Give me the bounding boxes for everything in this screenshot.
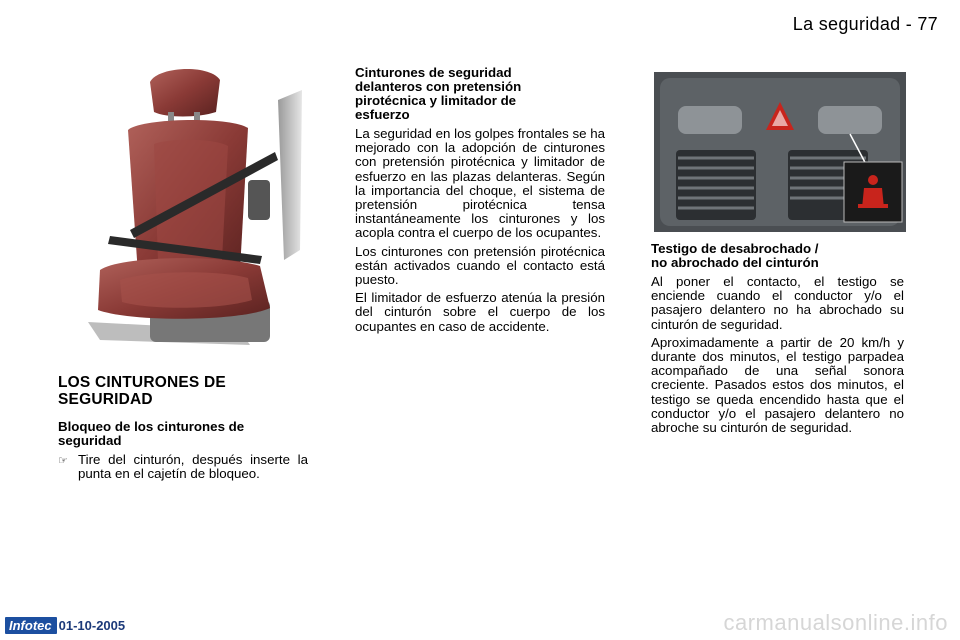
paragraph: Aproximadamente a partir de 20 km/h y durante dos minutos, el testigo parpadea acompañado de una señal sonora creciente. Pasados estos dos minutos, el testigo se queda encendido hasta que el conductor y/o el pasajero delantero no abroche su cinturón de seguridad. [651, 334, 904, 436]
section-title-line: LOS CINTURONES DE [58, 374, 226, 391]
heading-line: delanteros con pretensión [355, 79, 522, 94]
subheading-line: seguridad [58, 433, 122, 448]
dashboard-warning-light-photo [654, 72, 906, 232]
paragraph: La seguridad en los golpes frontales se ha mejorado con la adopción de cinturones con pretensión pirotécnica y limitador de esfuerzo en las plazas delanteras. Según la importancia del choque, el sistema de pretensión pirotécnica tensa instantáneamente los cinturones y los acopla contra el cuerpo de los ocupantes. [355, 126, 605, 241]
subheading-line: Bloqueo de los cinturones de [58, 419, 245, 434]
footer-date: 01-10-2005 [58, 618, 126, 633]
car-seat-illustration [70, 60, 310, 360]
right-heading [651, 242, 904, 270]
footer [5, 617, 125, 635]
watermark: carmanualsonline.info [723, 610, 948, 635]
heading-line: Cinturones de seguridad [355, 65, 512, 80]
right-column [651, 242, 904, 439]
middle-column [355, 66, 605, 338]
section-title-line: SEGURIDAD [58, 391, 153, 408]
infotec-badge: Infotec [5, 617, 57, 634]
bullet-item [58, 453, 308, 481]
bullet-text: Tire del cinturón, después inserte la punta en el cajetín de bloqueo. [78, 452, 308, 482]
paragraph: Los cinturones con pretensión pirotécnica están activados cuando el contacto está puesto. [355, 243, 605, 288]
left-column [58, 420, 308, 481]
section-title [58, 374, 226, 408]
middle-heading [355, 66, 605, 122]
heading-line: esfuerzo [355, 107, 410, 122]
heading-line: Testigo de desabrochado / [651, 241, 819, 256]
heading-line: pirotécnica y limitador de [355, 93, 517, 108]
paragraph: Al poner el contacto, el testigo se enciende cuando el conductor y/o el pasajero delantero no ha abrochado su cinturón de seguridad. [651, 274, 904, 332]
paragraph: El limitador de esfuerzo atenúa la presión del cinturón sobre el cuerpo de los ocupantes en caso de accidente. [355, 290, 605, 334]
heading-line: no abrochado del cinturón [651, 255, 819, 270]
subheading [58, 420, 308, 448]
pointing-hand-icon: ☞ [58, 455, 68, 467]
page-header: La seguridad - 77 [792, 14, 938, 34]
